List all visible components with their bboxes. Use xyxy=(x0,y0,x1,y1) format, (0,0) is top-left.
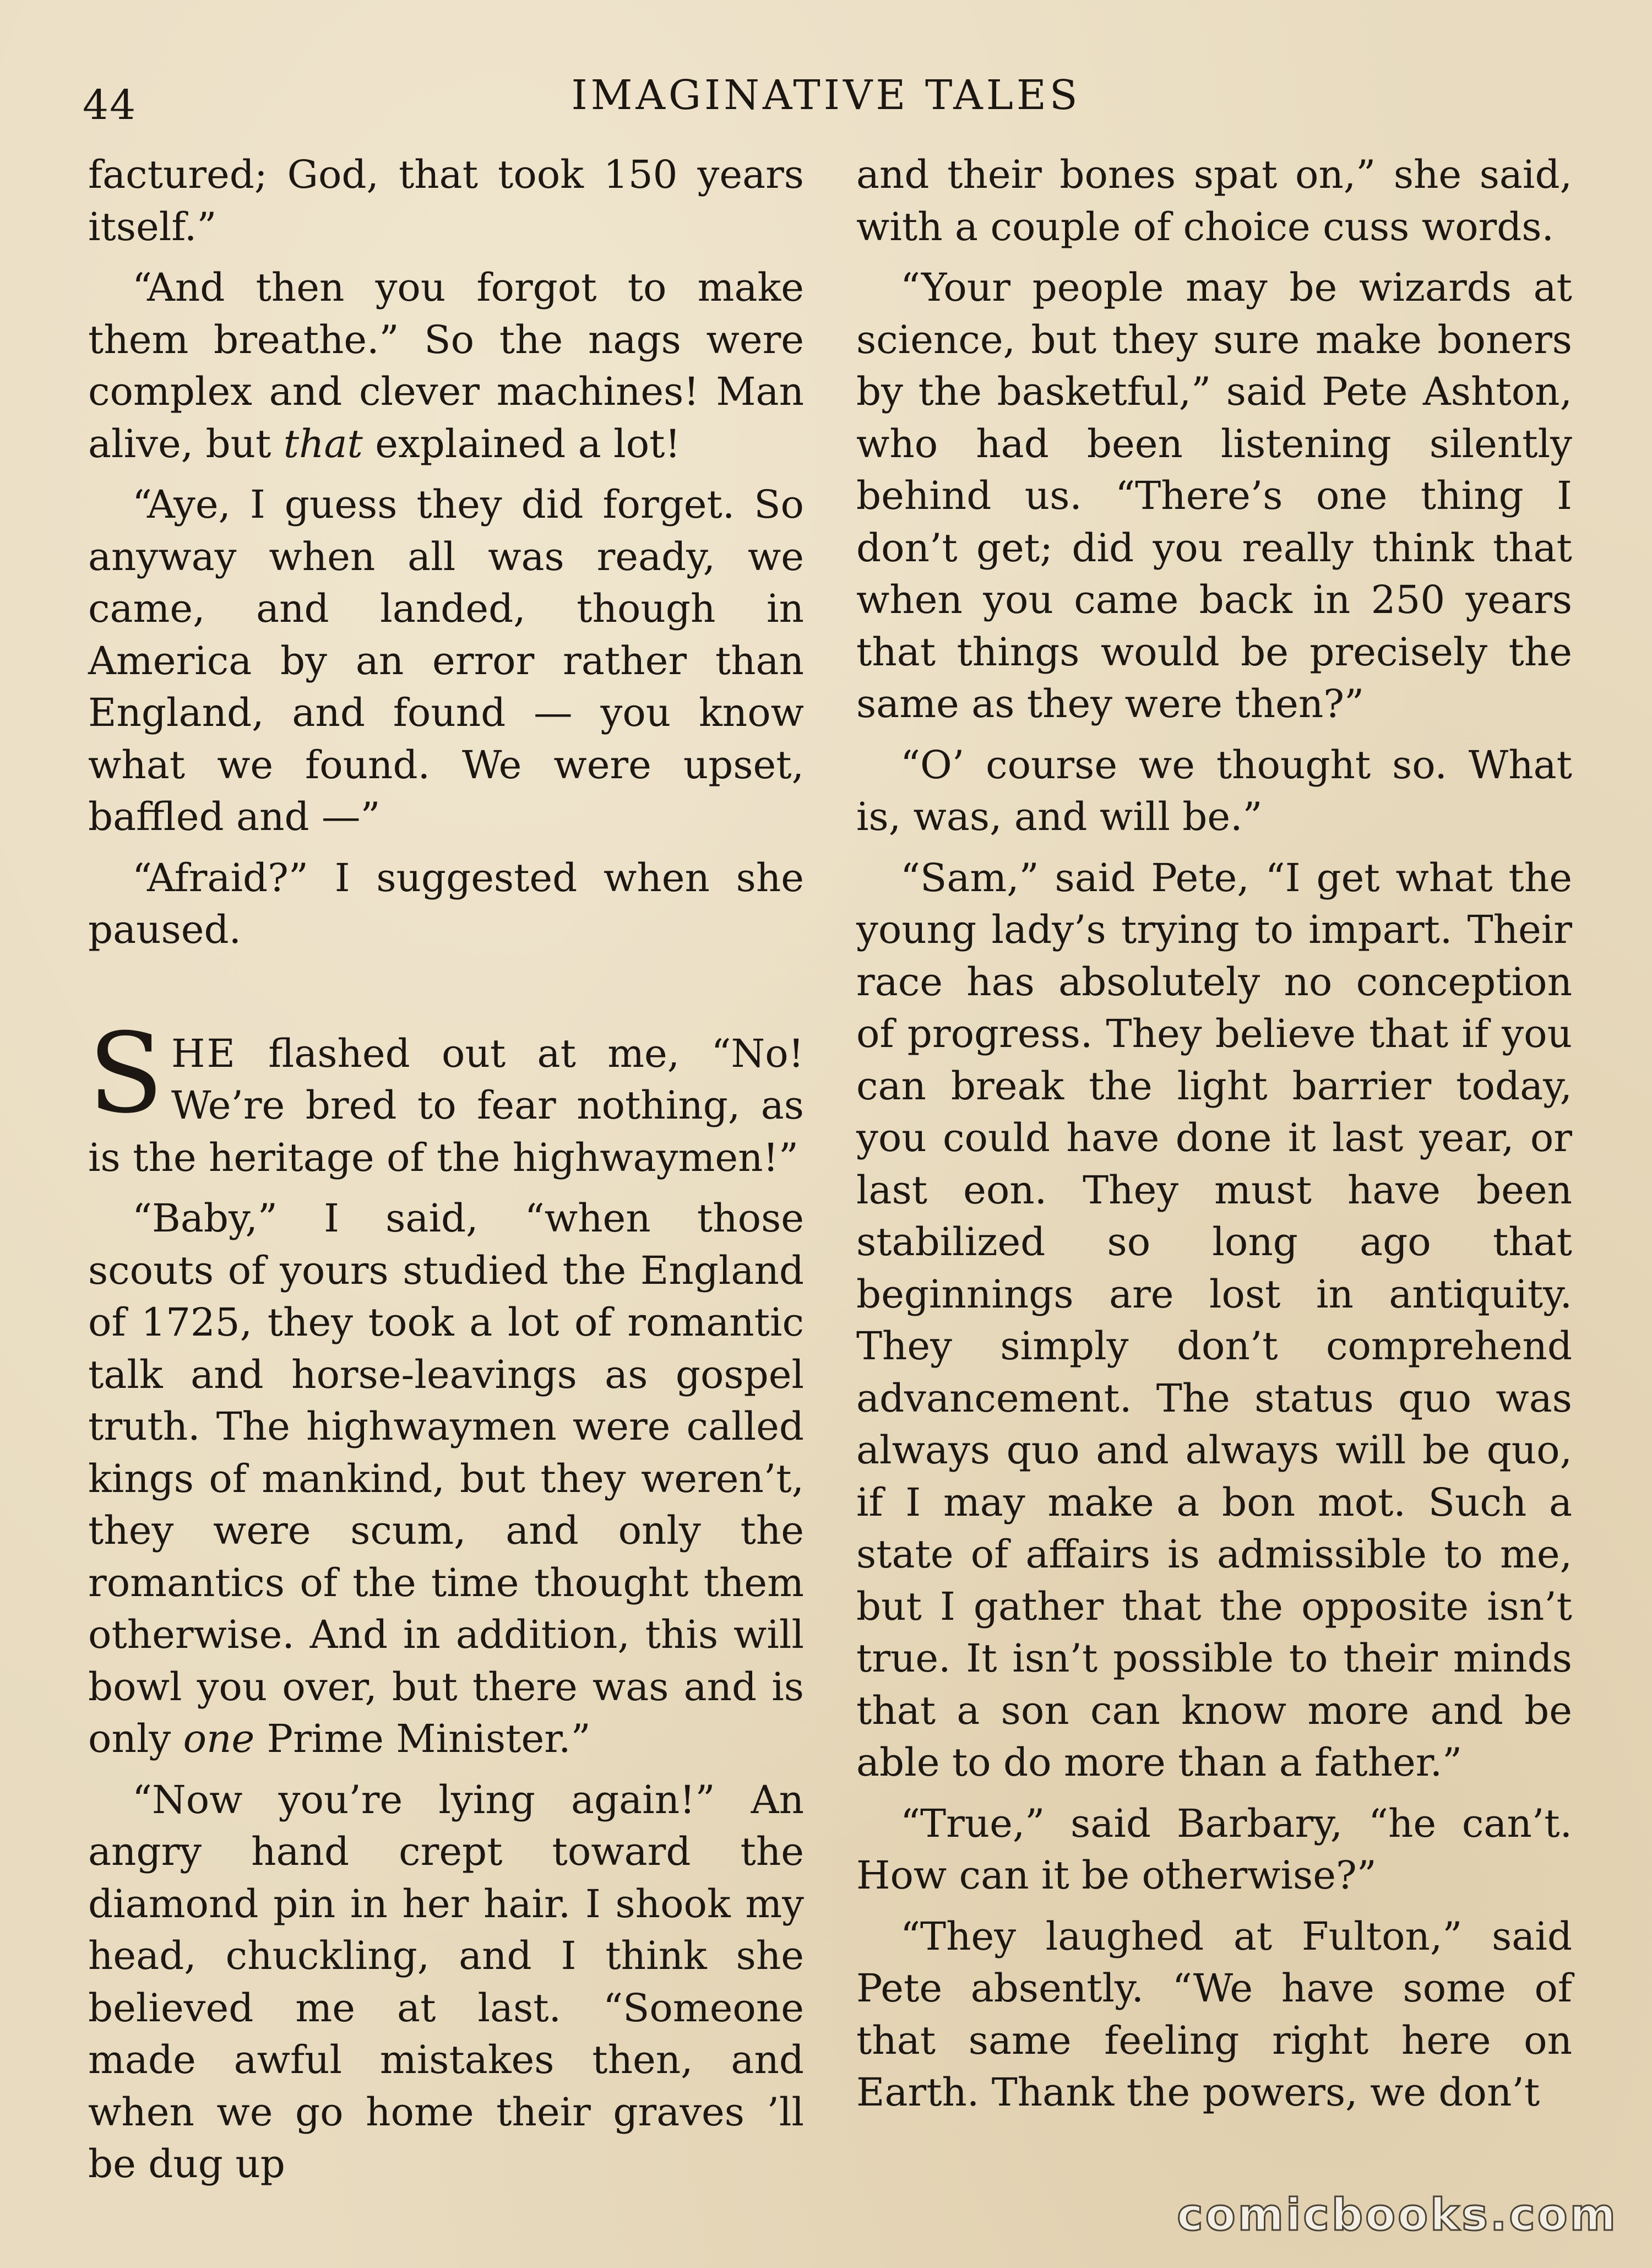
paragraph: “They laughed at Fulton,” said Pete absently. “We have some of that same feeling right here on Earth. Thank the powers, we don’t xyxy=(856,1913,1572,2115)
running-title: IMAGINATIVE TALES xyxy=(571,72,1081,119)
left-column xyxy=(88,149,804,2199)
paragraph: “Your people may be wizards at science, but they sure make boners by the basketful,” said Pete Ashton, who had been listening silently behind us. “There’s one thing I don’t get; did you really think that when you came back in 250 years that things would be precisely the same as they were then?” xyxy=(856,265,1572,726)
paragraph: “Afraid?” I suggested when she paused. xyxy=(88,855,804,952)
section-start-paragraph xyxy=(88,1009,804,1184)
page-header xyxy=(83,72,1569,132)
text-run: “And then you forgot to make them breathe.” So the nags were complex and clever machines! Man alive, but xyxy=(88,265,804,466)
paragraph: and their bones spat on,” she said, with a couple of choice cuss words. xyxy=(856,152,1572,249)
small-caps-run: HE xyxy=(171,1030,237,1076)
paragraph xyxy=(88,1192,804,1765)
paragraph: “True,” said Barbary, “he can’t. How can it be otherwise?” xyxy=(856,1800,1572,1898)
page-number: 44 xyxy=(83,82,137,129)
paragraph: “O’ course we thought so. What is, was, and will be.” xyxy=(856,742,1572,839)
text-run: flashed out at me, “No! We’re bred to fear nothing, as is the heritage of the highwaymen!” xyxy=(88,1030,804,1180)
paragraph: “Aye, I guess they did forget. So anyway when all was ready, we came, and landed, though in America by an error rather than England, and found — you know what we found. We were upset, baffled and —” xyxy=(88,482,804,839)
text-run: Prime Minister.” xyxy=(254,1716,591,1761)
right-column xyxy=(856,149,1572,2128)
paragraph: “Now you’re lying again!” An angry hand crept toward the diamond pin in her hair. I shook my head, chuckling, and I think she believed me at last. “Someone made awful mistakes then, and when we go home their graves ’ll be dug up xyxy=(88,1777,804,2186)
italic-word: that xyxy=(283,421,363,466)
text-run: explained a lot! xyxy=(362,421,681,466)
italic-word: one xyxy=(183,1716,255,1761)
source-watermark: comicbooks.com xyxy=(1177,2189,1618,2240)
drop-cap: S xyxy=(88,1009,164,1138)
paragraph xyxy=(88,262,804,470)
paragraph: factured; God, that took 150 years itself.” xyxy=(88,152,804,249)
paragraph: “Sam,” said Pete, “I get what the young lady’s trying to impart. Their race has absolutely no conception of progress. They believe that if you can break the light barrier today, you could have done it last year, or last eon. They must have been stabilized so long ago that beginnings are lost in antiquity. They simply don’t comprehend advancement. The status quo was always quo and always will be quo, if I may make a bon mot. Such a state of affairs is admissible to me, but I gather that the opposite isn’t true. It isn’t possible to their minds that a son can know more and be able to do more than a father.” xyxy=(856,855,1572,1785)
text-run: “Baby,” I said, “when those scouts of yours studied the England of 1725, they took a lot of romantic talk and horse-leavings as gospel truth. The highwaymen were called kings of mankind, but they weren’t, they were scum, and only the romantics of the time thought them otherwise. And in addition, this will bowl you over, but there was and is only xyxy=(88,1196,804,1761)
